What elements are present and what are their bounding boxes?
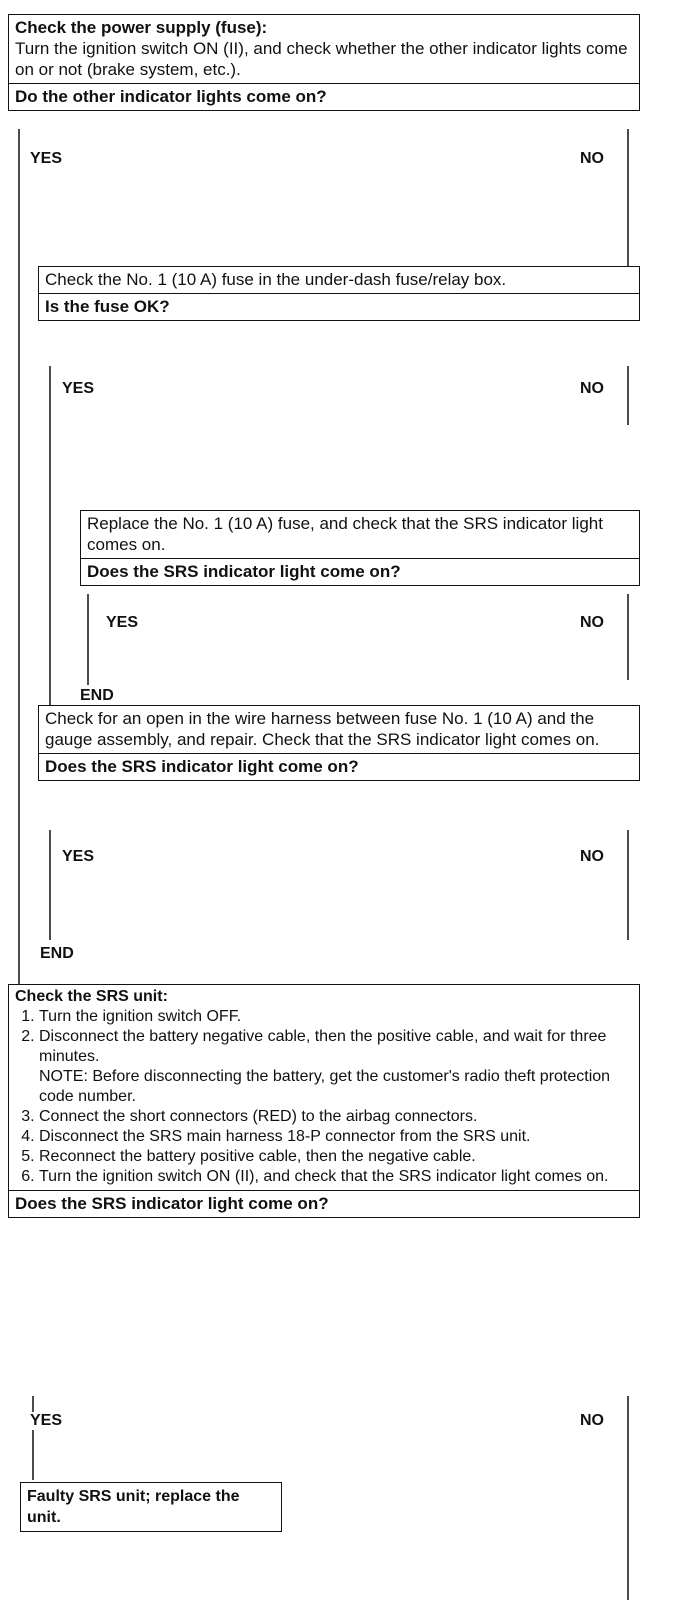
step2-box <box>38 266 640 321</box>
step5-step-text: Disconnect the battery negative cable, then the positive cable, and wait for three minutes. <box>39 1028 607 1065</box>
step5-step-4 <box>39 1127 633 1147</box>
step5-step-text: Turn the ignition switch OFF. <box>39 1008 242 1025</box>
step2-yes-label: YES <box>62 380 95 397</box>
step4-no-label: NO <box>580 848 604 865</box>
step5-step-1 <box>39 1007 633 1027</box>
step5-instruction <box>9 985 639 1190</box>
step3-box <box>80 510 640 586</box>
step4-question: Does the SRS indicator light come on? <box>39 753 639 780</box>
step1-body: Turn the ignition switch ON (II), and check whether the other indicator lights come on or not (brake system, etc.). <box>15 39 628 79</box>
step5-yes-label: YES <box>30 1412 63 1429</box>
step3-end-label: END <box>80 687 114 704</box>
step4-body: Check for an open in the wire harness between fuse No. 1 (10 A) and the gauge assembly, and repair. Check that the SRS indicator light comes on. <box>45 709 600 749</box>
step2-body: Check the No. 1 (10 A) fuse in the under-dash fuse/relay box. <box>45 270 507 289</box>
step5-step-3 <box>39 1107 633 1127</box>
step4-end-label: END <box>40 945 74 962</box>
step3-question: Does the SRS indicator light come on? <box>81 558 639 585</box>
step2-no-label: NO <box>580 380 604 397</box>
step1-question: Do the other indicator lights come on? <box>9 83 639 110</box>
step5-step-2 <box>39 1027 633 1107</box>
step5-step-6 <box>39 1167 633 1187</box>
step5-step-text: Disconnect the SRS main harness 18-P connector from the SRS unit. <box>39 1128 531 1145</box>
step3-no-label: NO <box>580 614 604 631</box>
step4-yes-label: YES <box>62 848 95 865</box>
step2-question: Is the fuse OK? <box>39 293 639 320</box>
result-text: Faulty SRS unit; replace the unit. <box>27 1488 240 1526</box>
step3-yes-label: YES <box>106 614 139 631</box>
step1-yes-label: YES <box>30 150 63 167</box>
step1-instruction <box>9 15 639 83</box>
step5-step-text: Turn the ignition switch ON (II), and check that the SRS indicator light comes on. <box>39 1168 609 1185</box>
step5-step-text: Connect the short connectors (RED) to the airbag connectors. <box>39 1108 478 1125</box>
step1-no-label: NO <box>580 150 604 167</box>
step5-step-list <box>15 1007 633 1187</box>
step5-title: Check the SRS unit: <box>15 988 168 1005</box>
result-box <box>20 1482 282 1532</box>
step4-box <box>38 705 640 781</box>
step1-box <box>8 14 640 111</box>
step5-box <box>8 984 640 1218</box>
step1-title: Check the power supply (fuse): <box>15 18 268 37</box>
step5-question: Does the SRS indicator light come on? <box>9 1190 639 1217</box>
step3-body: Replace the No. 1 (10 A) fuse, and check that the SRS indicator light comes on. <box>87 514 603 554</box>
step5-no-label: NO <box>580 1412 604 1429</box>
step5-note: NOTE: Before disconnecting the battery, get the customer's radio theft protection code number. <box>39 1068 611 1105</box>
step5-step-5 <box>39 1147 633 1167</box>
step5-step-text: Reconnect the battery positive cable, then the negative cable. <box>39 1148 476 1165</box>
